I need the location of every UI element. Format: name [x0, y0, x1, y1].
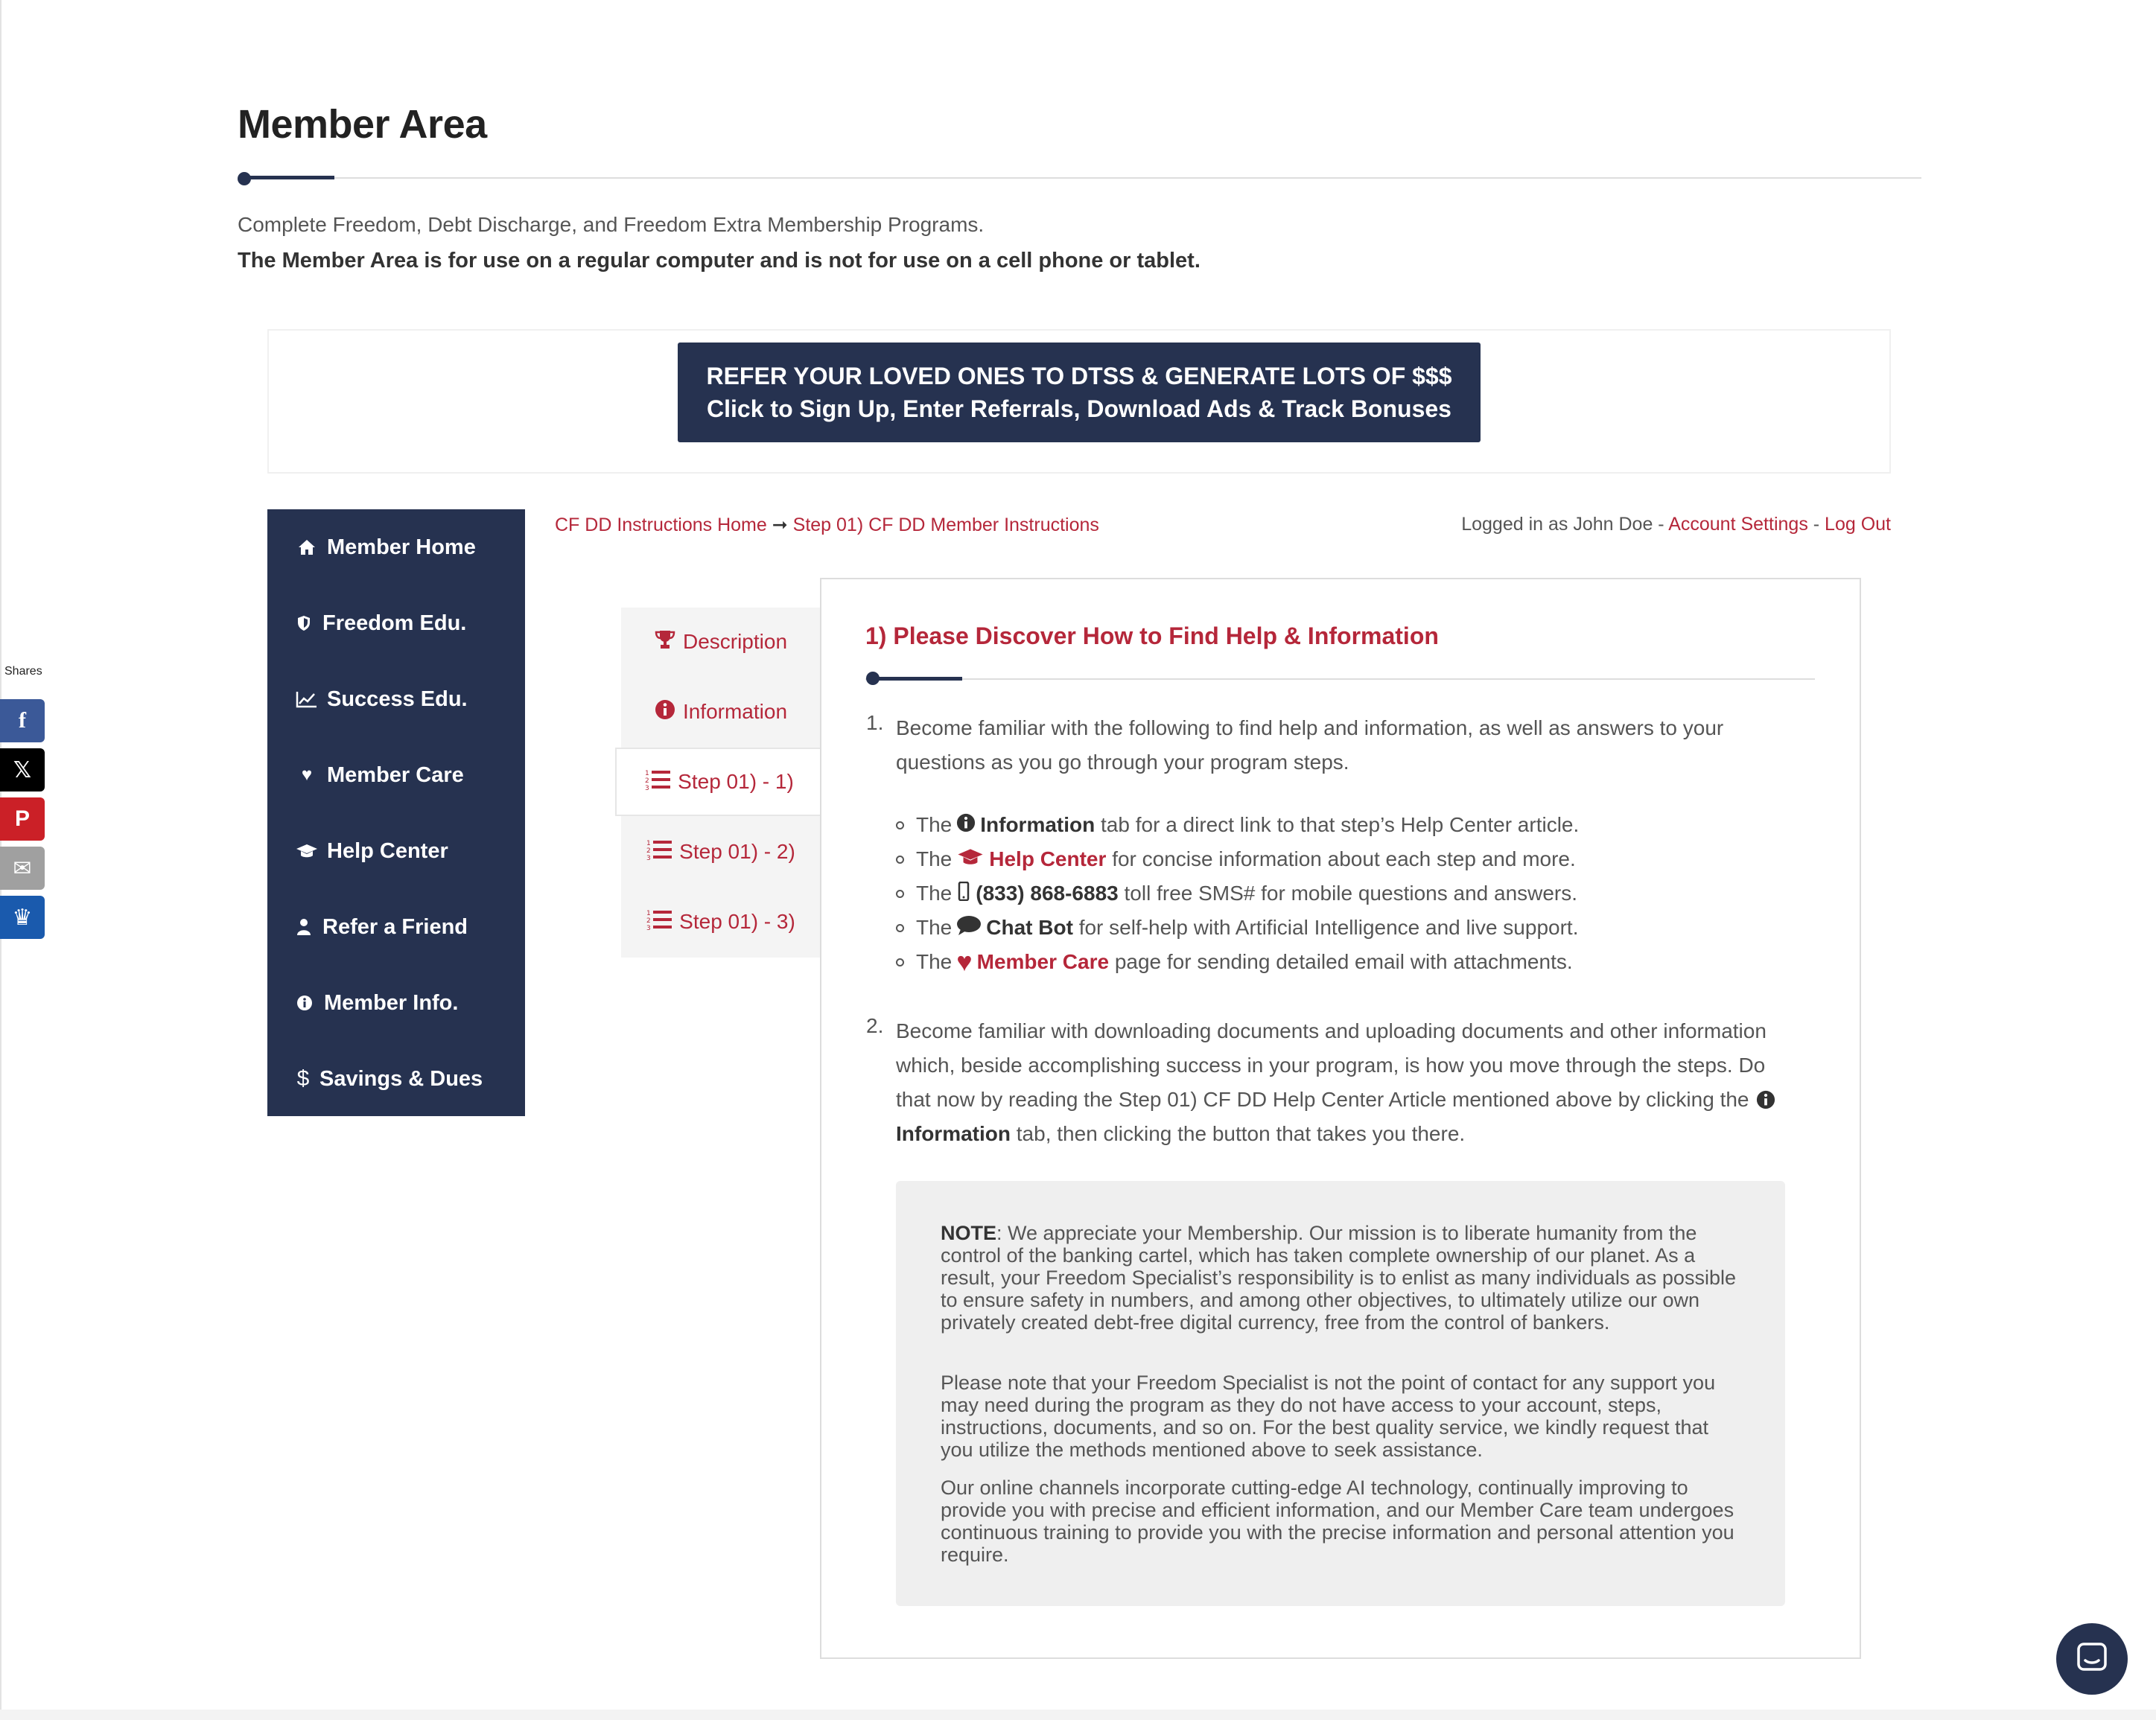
- bullet-icon: [896, 821, 904, 829]
- sidebar-item-label: Success Edu.: [327, 687, 468, 711]
- sidebar-item-refer-a-friend[interactable]: [296, 905, 468, 949]
- content-divider-dot: [866, 672, 880, 685]
- title-divider-dot: [238, 172, 251, 185]
- item-2-text-after: tab, then clicking the button that takes you there.: [1016, 1122, 1466, 1145]
- tab-label: Information: [682, 700, 788, 723]
- note-box: [896, 1181, 1785, 1606]
- content-divider-accent: [871, 677, 962, 681]
- breadcrumb: [555, 514, 1099, 536]
- numbered-list-icon: [646, 838, 672, 866]
- bullet-text: toll free SMS# for mobile questions and answers.: [1124, 882, 1578, 905]
- user-icon: [296, 918, 312, 936]
- breadcrumb-arrow: ➞: [772, 515, 788, 535]
- logged-in-text: Logged in as John Doe: [1461, 514, 1653, 535]
- graduation-cap-icon: [956, 847, 985, 872]
- list-number-2: 2.: [866, 1014, 884, 1037]
- help-center-link[interactable]: Help Center: [989, 847, 1107, 870]
- note-paragraph-3: Our online channels incorporate cutting-edge AI technology, continually improving to provide you with precise and efficient information, and our Member Care team undergoes continuous training to provide you with the precise information and personal attention you require.: [941, 1477, 1734, 1566]
- bullet-icon: [896, 856, 904, 864]
- sidebar-item-label: Member Home: [327, 535, 476, 559]
- help-sources-list: [896, 808, 1579, 979]
- chat-bubble-icon: [956, 915, 982, 941]
- tab-step-01-1[interactable]: [615, 748, 822, 816]
- graduation-cap-icon: [296, 843, 318, 859]
- tab-step-01-2[interactable]: [621, 818, 821, 886]
- chart-icon: [296, 690, 318, 708]
- list-item: [896, 876, 1579, 911]
- chat-icon: [2076, 1641, 2108, 1678]
- sidebar-item-label: Refer a Friend: [322, 914, 468, 939]
- crown-icon: ♛: [12, 905, 33, 930]
- shares-label: Shares: [4, 665, 42, 678]
- svg-text:2: 2: [646, 917, 651, 925]
- x-icon: 𝕏: [13, 757, 32, 783]
- sidebar-item-label: Member Info.: [324, 990, 459, 1015]
- svg-text:2: 2: [646, 847, 651, 855]
- banner-line-1: REFER YOUR LOVED ONES TO DTSS & GENERATE LOTS OF $$$: [706, 363, 1452, 389]
- sms-number: (833) 868-6883: [976, 882, 1119, 905]
- banner-line-2: Click to Sign Up, Enter Referrals, Download Ads & Track Bonuses: [707, 395, 1451, 422]
- list-item-2-text: [896, 1014, 1784, 1151]
- bullet-prefix: The: [916, 950, 953, 973]
- info-icon: [956, 813, 976, 838]
- step-tabs: [621, 608, 821, 958]
- bullet-text: for self-help with Artificial Intelligence and live support.: [1078, 916, 1579, 939]
- bullet-icon: [896, 958, 904, 966]
- sidebar-item-member-home[interactable]: [296, 525, 476, 570]
- bullet-prefix: The: [916, 916, 953, 939]
- information-label: Information: [896, 1122, 1011, 1145]
- chat-bot-label: Chat Bot: [986, 916, 1073, 939]
- list-item: [896, 808, 1579, 842]
- bullet-text: tab for a direct link to that step’s Help Center article.: [1101, 813, 1580, 836]
- chat-launcher-button[interactable]: [2056, 1623, 2128, 1695]
- heart-icon: ♥: [301, 765, 313, 785]
- email-share-button[interactable]: [0, 847, 45, 890]
- title-divider-accent: [245, 176, 334, 179]
- breadcrumb-home-link[interactable]: CF DD Instructions Home: [555, 515, 767, 535]
- bullet-icon: [896, 890, 904, 898]
- svg-text:2: 2: [645, 777, 649, 785]
- content-title: 1) Please Discover How to Find Help & Information: [865, 622, 1439, 649]
- dollar-icon: $: [296, 1066, 310, 1091]
- log-out-link[interactable]: Log Out: [1825, 514, 1891, 535]
- sidebar-item-freedom-edu[interactable]: [296, 601, 466, 646]
- tab-description[interactable]: [621, 608, 821, 676]
- list-item: [896, 945, 1579, 979]
- tab-label: Step 01) - 3): [679, 910, 795, 933]
- tab-step-01-3[interactable]: [621, 888, 821, 956]
- page-bottom-strip: [0, 1710, 2156, 1720]
- sidebar-item-label: Help Center: [327, 838, 448, 863]
- sidebar-item-savings-dues[interactable]: [296, 1057, 483, 1101]
- mobile-phone-icon: [956, 882, 971, 906]
- intro-text: Complete Freedom, Debt Discharge, and Freedom Extra Membership Programs.: [238, 213, 985, 236]
- device-warning: The Member Area is for use on a regular computer and is not for use on a cell phone or tablet.: [238, 249, 1201, 273]
- page-title: Member Area: [238, 102, 487, 147]
- svg-text:1: 1: [645, 769, 649, 777]
- tab-information[interactable]: [621, 678, 821, 746]
- email-icon: ✉: [13, 856, 32, 881]
- list-number-1: 1.: [866, 711, 884, 734]
- user-bar: [1461, 514, 1891, 535]
- tab-label: Step 01) - 1): [678, 770, 794, 793]
- note-paragraph-2: Please note that your Freedom Specialist is not the point of contact for any support you may need during the program as they do not have access to your account, steps, instructions, documents, and so on. For the best quality service, we kindly request that you utilize the methods mentioned above to seek assistance.: [941, 1372, 1716, 1461]
- sidebar-item-label: Freedom Edu.: [322, 611, 467, 635]
- title-divider: [238, 177, 1921, 179]
- sidebar-item-member-care[interactable]: [296, 753, 464, 797]
- bullet-text: page for sending detailed email with attachments.: [1114, 950, 1573, 973]
- sidebar-item-success-edu[interactable]: [296, 677, 468, 722]
- bullet-icon: [896, 924, 904, 932]
- home-icon: [296, 539, 318, 555]
- pinterest-share-button[interactable]: [0, 797, 45, 841]
- note-text: : We appreciate your Membership. Our mission is to liberate humanity from the control of the banking cartel, which has taken complete ownership of our planet. As a result, your Freedom Specialist’s responsibility is to enlist as many individuals as possible to ensure safety in numbers, and among other objectives, to ultimately utilize our own privately created debt-free digital currency, free from the control of bankers.: [941, 1222, 1736, 1334]
- sidebar-item-member-info[interactable]: [296, 981, 458, 1025]
- facebook-share-button[interactable]: [0, 699, 45, 742]
- sidebar-item-help-center[interactable]: [296, 829, 448, 873]
- note-label: NOTE: [941, 1222, 997, 1244]
- x-share-button[interactable]: [0, 748, 45, 791]
- separator: -: [1653, 514, 1669, 535]
- svg-text:3: 3: [645, 784, 649, 791]
- separator: -: [1807, 514, 1825, 535]
- sidebar-nav: [267, 509, 525, 1116]
- info-icon: [296, 995, 314, 1011]
- bullet-prefix: The: [916, 882, 953, 905]
- svg-text:3: 3: [646, 854, 651, 861]
- account-settings-link[interactable]: Account Settings: [1668, 514, 1808, 535]
- list-item: [896, 911, 1579, 945]
- tab-label: Step 01) - 2): [679, 840, 795, 863]
- content-divider: [865, 678, 1815, 680]
- svg-text:1: 1: [646, 839, 651, 847]
- pinterest-icon: P: [14, 806, 30, 831]
- shield-icon: [296, 615, 312, 631]
- list-item: [896, 842, 1579, 876]
- svg-text:3: 3: [646, 924, 651, 931]
- sumo-share-button[interactable]: [0, 896, 45, 939]
- breadcrumb-current-link[interactable]: Step 01) CF DD Member Instructions: [792, 515, 1099, 535]
- bullet-prefix: The: [916, 813, 953, 836]
- note-paragraph-1: [941, 1222, 1745, 1334]
- member-care-link[interactable]: Member Care: [976, 950, 1110, 973]
- sidebar-item-label: Savings & Dues: [319, 1066, 483, 1091]
- tab-label: Description: [682, 630, 788, 653]
- svg-text:1: 1: [646, 909, 651, 917]
- info-icon: [655, 699, 675, 725]
- heart-icon: ♥: [956, 946, 973, 977]
- information-label: Information: [980, 813, 1096, 836]
- facebook-icon: f: [19, 708, 26, 733]
- trophy-icon: [655, 629, 675, 655]
- bullet-prefix: The: [916, 847, 953, 870]
- bullet-text: for concise information about each step and more.: [1112, 847, 1576, 870]
- numbered-list-icon: [645, 768, 670, 796]
- referral-banner-button[interactable]: [678, 343, 1481, 442]
- item-2-text-before: Become familiar with downloading documents and uploading documents and other information which, beside accomplishing success in your program, is how you move through the steps. Do that now by reading the Step 01) CF DD Help Center Article mentioned above by clicking the: [896, 1019, 1767, 1111]
- list-item-1-text: Become familiar with the following to find help and information, as well as answers to your questions as you go through your program steps.: [896, 716, 1724, 774]
- numbered-list-icon: [646, 908, 672, 936]
- sidebar-item-label: Member Care: [327, 762, 464, 787]
- info-icon: [1756, 1083, 1775, 1117]
